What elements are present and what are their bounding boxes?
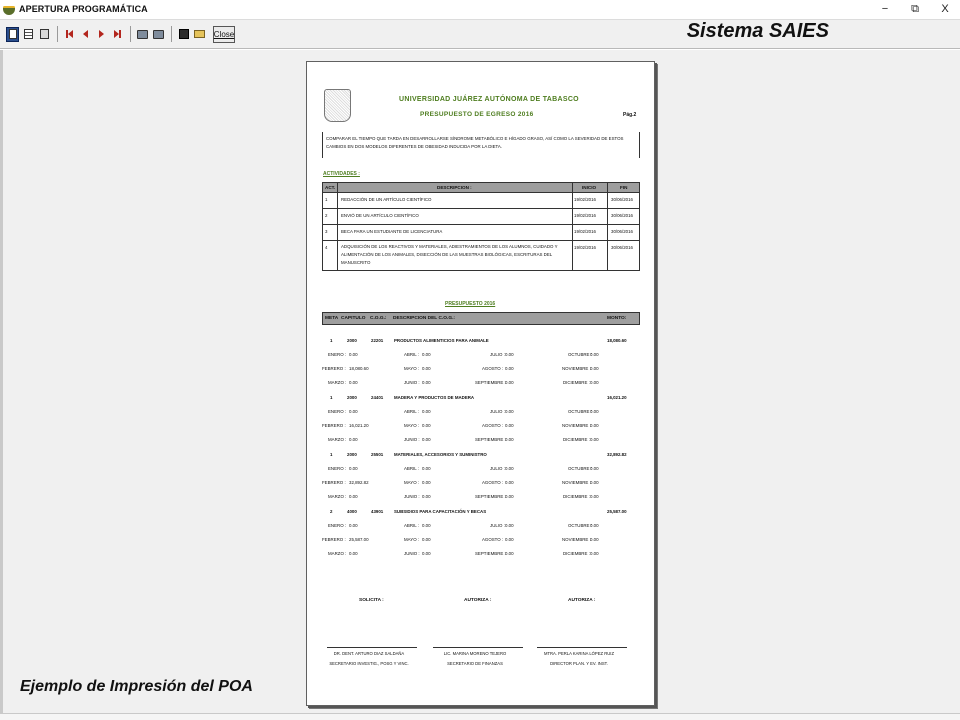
- print-button[interactable]: [152, 27, 165, 42]
- export-icon: [194, 30, 205, 38]
- report-text: 0.00: [505, 523, 514, 528]
- budget-header: [322, 312, 640, 325]
- desc-col-header: DESCRIPCION :: [437, 185, 472, 190]
- start-col-header: INICIO: [582, 185, 597, 190]
- item-description: MADERA Y PRODUCTOS DE MADERA: [394, 395, 475, 400]
- report-text: 0.00: [590, 494, 599, 499]
- first-page-button[interactable]: [63, 27, 76, 42]
- activity-row: [322, 225, 640, 241]
- minimize-button[interactable]: −: [881, 3, 889, 15]
- table-column-divider: [572, 183, 573, 192]
- report-text: 0.00: [590, 437, 599, 442]
- item-cog: 24401: [371, 395, 384, 400]
- report-text: MAYO :: [404, 537, 420, 542]
- report-text: 0.00: [590, 466, 599, 471]
- item-meta: 1: [330, 452, 333, 457]
- multi-page-button[interactable]: [22, 27, 35, 42]
- item-description: PRODUCTOS ALIMENTICIOS PARA ANIMALE: [394, 338, 489, 343]
- report-text: DICIEMBRE :: [563, 437, 590, 442]
- item-capitulo: 2000: [347, 395, 357, 400]
- month-row: [322, 380, 640, 388]
- table-column-divider: [607, 193, 608, 208]
- close-window-button[interactable]: X: [941, 3, 949, 15]
- report-text: 0.00: [349, 437, 358, 442]
- report-text: MARZO :: [328, 437, 347, 442]
- monto-col-header: MONTO:: [607, 316, 627, 321]
- report-text: 18,080.60: [349, 366, 369, 371]
- end-col-header: FIN: [620, 185, 628, 190]
- cog-col-header: C.O.G.:: [370, 316, 387, 321]
- report-text: ABRIL :: [404, 352, 419, 357]
- budget-item: [322, 452, 640, 460]
- page-number: Pág.2: [623, 112, 637, 118]
- signature-line: [327, 647, 417, 648]
- item-capitulo: 2000: [347, 338, 357, 343]
- print-setup-icon: [137, 30, 148, 39]
- signer-role: SECRETARIO INVESTIG., POSG Y VINC.: [329, 661, 409, 666]
- budget-item: [322, 509, 640, 517]
- report-text: JUNIO :: [404, 494, 420, 499]
- slide-caption: Ejemplo de Impresión del POA: [20, 678, 253, 695]
- report-page: [306, 61, 655, 706]
- first-page-icon: [66, 30, 73, 38]
- activity-end: 30/06/2016: [611, 245, 633, 250]
- report-text: DICIEMBRE :: [563, 380, 590, 385]
- report-text: ENERO :: [328, 523, 347, 528]
- restore-button[interactable]: ⧉: [911, 2, 919, 15]
- report-text: 32,892.82: [349, 480, 369, 485]
- report-text: 0.00: [590, 480, 599, 485]
- report-text: SEPTIEMBRE :: [475, 437, 506, 442]
- meta-col-header: META: [325, 316, 339, 321]
- report-text: DICIEMBRE :: [563, 494, 590, 499]
- report-text: AGOSTO :: [482, 366, 504, 371]
- report-text: 0.00: [422, 352, 431, 357]
- item-capitulo: 2000: [347, 452, 357, 457]
- table-column-divider: [337, 183, 338, 192]
- report-text: 0.00: [590, 409, 599, 414]
- report-text: 0.00: [505, 551, 514, 556]
- print-icon: [153, 30, 164, 39]
- item-amount: 18,080.60: [607, 338, 627, 343]
- status-bar: [0, 713, 960, 720]
- item-cog: 25501: [371, 452, 384, 457]
- report-text: MARZO :: [328, 551, 347, 556]
- report-text: 0.00: [422, 423, 431, 428]
- activity-description: ADQUISICIÓN DE LOS REACTIVOS Y MATERIALES, ADIESTRAMIENTOS DE LOS ALUMNOS, CUIDADO Y ALIMENTACIÓN DE LOS ANIMALES, DISECCIÓN DE LAS MUESTRAS BIOLÓGICAS, ESCRITURAS DEL MANUSCRITO: [341, 244, 558, 265]
- university-name: UNIVERSIDAD JUÁREZ AUTÓNOMA DE TABASCO: [399, 96, 579, 103]
- previous-page-icon: [83, 30, 88, 38]
- report-text: 0.00: [505, 480, 514, 485]
- brand-title: Sistema SAIES: [686, 20, 829, 42]
- next-page-icon: [99, 30, 104, 38]
- report-text: 0.00: [422, 537, 431, 542]
- single-page-icon: [9, 29, 17, 39]
- activity-description: REDACCIÓN DE UN ARTÍCULO CIENTÍFICO: [341, 197, 432, 202]
- activities-title: ACTIVIDADES :: [323, 171, 360, 177]
- report-text: AGOSTO :: [482, 423, 504, 428]
- report-text: 0.00: [590, 537, 599, 542]
- item-amount: 32,892.82: [607, 452, 627, 457]
- month-row: [322, 480, 640, 488]
- last-page-button[interactable]: [111, 27, 124, 42]
- export-button[interactable]: [193, 27, 206, 42]
- report-text: OCTUBRE :: [568, 409, 592, 414]
- window-title: APERTURA PROGRAMÁTICA: [19, 4, 148, 14]
- activity-start: 19/02/2016: [574, 213, 596, 218]
- item-capitulo: 4000: [347, 509, 357, 514]
- report-text: 16,021.20: [349, 423, 369, 428]
- report-text: SEPTIEMBRE :: [475, 551, 506, 556]
- report-text: ENERO :: [328, 466, 347, 471]
- report-text: 0.00: [505, 409, 514, 414]
- report-text: ENERO :: [328, 409, 347, 414]
- report-text: MAYO :: [404, 480, 420, 485]
- report-text: MARZO :: [328, 494, 347, 499]
- report-text: 0.00: [349, 352, 358, 357]
- activity-end: 30/06/2016: [611, 197, 633, 202]
- signer-role: SECRETARIO DE FINANZAS: [447, 661, 503, 666]
- signature-label: AUTORIZA :: [464, 598, 492, 603]
- report-text: 0.00: [422, 551, 431, 556]
- item-description: SUBSIDIOS PARA CAPACITACIÓN Y BECAS: [394, 509, 487, 514]
- item-description: MATERIALES, ACCESORIOS Y SUMINISTRO: [394, 452, 487, 457]
- report-text: JUNIO :: [404, 437, 420, 442]
- report-text: 0.00: [505, 494, 514, 499]
- report-text: SEPTIEMBRE :: [475, 380, 506, 385]
- report-text: OCTUBRE :: [568, 352, 592, 357]
- report-text: AGOSTO :: [482, 480, 504, 485]
- month-row: [322, 366, 640, 374]
- report-text: 0.00: [422, 437, 431, 442]
- activity-end: 30/06/2016: [611, 229, 633, 234]
- report-text: 0.00: [349, 494, 358, 499]
- single-page-button[interactable]: [6, 27, 19, 42]
- table-column-divider: [572, 241, 573, 270]
- table-column-divider: [337, 193, 338, 208]
- app-bowl-icon: [3, 4, 15, 15]
- month-row: [322, 352, 640, 360]
- table-column-divider: [607, 225, 608, 240]
- window-controls: [870, 0, 960, 18]
- report-text: 0.00: [349, 409, 358, 414]
- item-amount: 25,587.00: [607, 509, 627, 514]
- report-text: JULIO :: [490, 352, 505, 357]
- month-row: [322, 523, 640, 531]
- signer-name: LIC. MARINA MORENO TEJERO: [443, 651, 507, 656]
- report-text: 0.00: [590, 352, 599, 357]
- report-text: 0.00: [422, 494, 431, 499]
- activity-description: BECA PARA UN ESTUDIANTE DE LICENCIATURA: [341, 229, 443, 234]
- signature-label: AUTORIZA :: [568, 598, 596, 603]
- report-text: FEBRERO :: [322, 423, 346, 428]
- window-titlebar: [0, 0, 960, 18]
- last-page-icon: [114, 30, 121, 38]
- report-text: 0.00: [422, 523, 431, 528]
- table-column-divider: [607, 241, 608, 270]
- print-setup-button[interactable]: [136, 27, 149, 42]
- report-text: 0.00: [422, 366, 431, 371]
- next-page-button[interactable]: [95, 27, 108, 42]
- report-text: 0.00: [590, 551, 599, 556]
- activity-number: 4: [325, 245, 328, 250]
- report-toolbar: [0, 19, 960, 49]
- report-text: 0.00: [349, 380, 358, 385]
- save-icon: [179, 29, 189, 39]
- report-text: MARZO :: [328, 380, 347, 385]
- activity-start: 19/02/2016: [574, 229, 596, 234]
- toolbar-separator: [130, 26, 131, 42]
- report-text: NOVIEMBRE :: [562, 537, 591, 542]
- item-cog: 22201: [371, 338, 384, 343]
- report-text: SEPTIEMBRE :: [475, 494, 506, 499]
- budget-item: [322, 395, 640, 403]
- signature-line: [433, 647, 523, 648]
- report-text: 0.00: [349, 551, 358, 556]
- item-meta: 2: [330, 509, 333, 514]
- report-text: 0.00: [590, 423, 599, 428]
- activity-end: 30/06/2016: [611, 213, 633, 218]
- report-text: ABRIL :: [404, 466, 419, 471]
- report-text: MAYO :: [404, 423, 420, 428]
- report-text: MAYO :: [404, 366, 420, 371]
- close-button[interactable]: Close: [213, 26, 235, 43]
- budget-title: PRESUPUESTO 2016: [445, 301, 496, 307]
- save-button[interactable]: [177, 27, 190, 42]
- report-text: 0.00: [505, 352, 514, 357]
- activity-description: ENVIÓ DE UN ARTÍCULO CIENTÍFICO: [341, 213, 419, 218]
- activity-row: [322, 193, 640, 209]
- report-text: FEBRERO :: [322, 480, 346, 485]
- report-text: 0.00: [349, 523, 358, 528]
- act-col-header: ACT.: [325, 185, 336, 190]
- item-amount: 16,021.20: [607, 395, 627, 400]
- project-description: COMPARAR EL TIEMPO QUE TARDA EN DESARROLLARSE SÍNDROME METABÓLICO E HÍGADO GRASO, ASÍ COMO LA SEVERIDAD DE ESTOS CAMBIOS EN DOS MODELOS DIFERENTES DE OBESIDAD INDUCIDA POR LA DIETA.: [322, 132, 640, 158]
- table-column-divider: [607, 183, 608, 192]
- report-text: NOVIEMBRE :: [562, 480, 591, 485]
- table-column-divider: [607, 209, 608, 224]
- report-text: 25,587.00: [349, 537, 369, 542]
- report-text: NOVIEMBRE :: [562, 423, 591, 428]
- activity-start: 19/02/2016: [574, 197, 596, 202]
- report-text: AGOSTO :: [482, 537, 504, 542]
- table-column-divider: [572, 209, 573, 224]
- table-column-divider: [572, 193, 573, 208]
- month-row: [322, 466, 640, 474]
- month-row: [322, 494, 640, 502]
- report-text: 0.00: [422, 380, 431, 385]
- report-text: JULIO :: [490, 466, 505, 471]
- toolbar-separator: [57, 26, 58, 42]
- report-text: 0.00: [590, 380, 599, 385]
- activity-number: 3: [325, 229, 328, 234]
- report-title: PRESUPUESTO DE EGRESO 2016: [420, 111, 534, 118]
- table-column-divider: [337, 209, 338, 224]
- report-text: 0.00: [349, 466, 358, 471]
- capitulo-col-header: CAPITULO: [341, 316, 366, 321]
- report-text: NOVIEMBRE :: [562, 366, 591, 371]
- report-text: DICIEMBRE :: [563, 551, 590, 556]
- activity-start: 19/02/2016: [574, 245, 596, 250]
- report-text: 0.00: [505, 466, 514, 471]
- zoom-page-button[interactable]: [38, 27, 51, 42]
- report-text: FEBRERO :: [322, 366, 346, 371]
- month-row: [322, 423, 640, 431]
- report-text: ABRIL :: [404, 523, 419, 528]
- activity-number: 2: [325, 213, 328, 218]
- signature-line: [537, 647, 627, 648]
- signer-name: MTRA. PERLA KARINA LÓPEZ RUIZ: [543, 651, 615, 656]
- month-row: [322, 409, 640, 417]
- month-row: [322, 437, 640, 445]
- signer-name: DR. DENT. ARTURO DIAZ SALDAÑA: [333, 651, 405, 656]
- report-text: ENERO :: [328, 352, 347, 357]
- report-text: JULIO :: [490, 523, 505, 528]
- report-text: OCTUBRE :: [568, 466, 592, 471]
- item-meta: 1: [330, 338, 333, 343]
- previous-page-button[interactable]: [79, 27, 92, 42]
- report-text: JUNIO :: [404, 380, 420, 385]
- report-text: FEBRERO :: [322, 537, 346, 542]
- university-seal-icon: [324, 89, 351, 122]
- multi-page-icon: [24, 29, 33, 39]
- report-text: ABRIL :: [404, 409, 419, 414]
- table-column-divider: [572, 225, 573, 240]
- report-text: 0.00: [590, 523, 599, 528]
- signer-role: DIRECTOR PLAN. Y EV. INST.: [550, 661, 608, 666]
- budget-item: [322, 338, 640, 346]
- report-text: OCTUBRE :: [568, 523, 592, 528]
- toolbar-separator: [171, 26, 172, 42]
- table-column-divider: [337, 241, 338, 270]
- report-text: JULIO :: [490, 409, 505, 414]
- report-text: JUNIO :: [404, 551, 420, 556]
- desc-cog-col-header: DESCRIPCION DEL C.O.G.:: [393, 316, 456, 321]
- table-column-divider: [337, 225, 338, 240]
- zoom-page-icon: [40, 29, 49, 39]
- item-meta: 1: [330, 395, 333, 400]
- report-text: 0.00: [590, 366, 599, 371]
- report-text: 0.00: [505, 537, 514, 542]
- report-text: 0.00: [505, 423, 514, 428]
- report-text: 0.00: [505, 437, 514, 442]
- signature-label: SOLICITA :: [359, 598, 384, 603]
- report-text: 0.00: [422, 466, 431, 471]
- report-text: 0.00: [505, 380, 514, 385]
- month-row: [322, 537, 640, 545]
- month-row: [322, 551, 640, 559]
- activity-row: [322, 241, 640, 271]
- report-text: 0.00: [505, 366, 514, 371]
- activity-number: 1: [325, 197, 328, 202]
- report-text: 0.00: [422, 480, 431, 485]
- activities-header: [322, 182, 640, 193]
- item-cog: 43901: [371, 509, 384, 514]
- activity-row: [322, 209, 640, 225]
- report-text: 0.00: [422, 409, 431, 414]
